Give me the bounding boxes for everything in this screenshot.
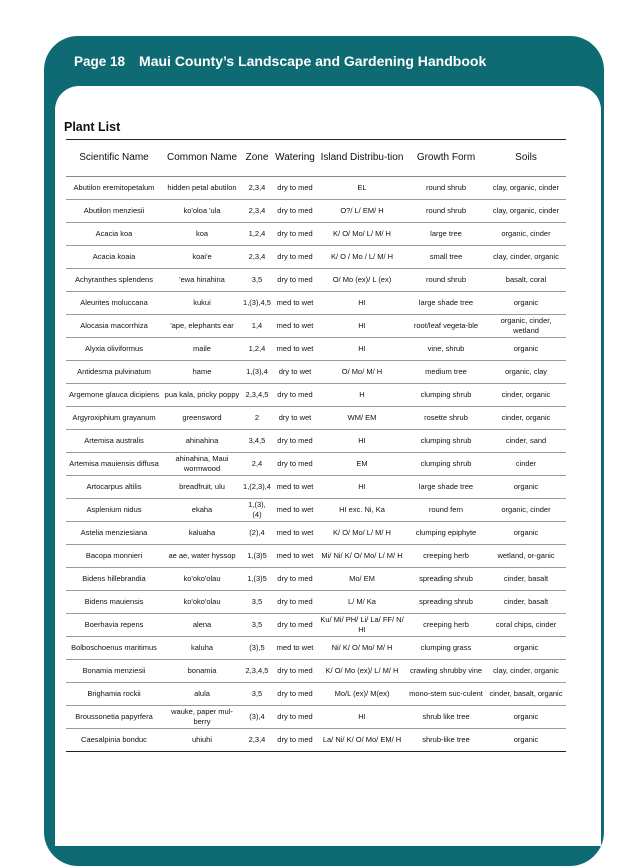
table-cell: Ni/ K/ O/ Mo/ M/ H [318, 637, 406, 660]
table-cell: clumping epiphyte [406, 522, 486, 545]
table-row [66, 407, 566, 430]
table-cell: dry to med [272, 200, 318, 223]
table-cell: large tree [406, 223, 486, 246]
table-cell: basalt, coral [486, 269, 566, 292]
table-cell: 2,3,4,5 [242, 384, 272, 407]
table-cell: Alocasia macorrhiza [66, 315, 162, 338]
table-cell: dry to wet [272, 407, 318, 430]
table-row [66, 177, 566, 200]
table-row [66, 453, 566, 476]
handbook-title: Maui County’s Landscape and Gardening Handbook [139, 53, 487, 69]
column-header: Zone [242, 140, 272, 177]
table-cell: small tree [406, 246, 486, 269]
table-cell: Bidens hillebrandia [66, 568, 162, 591]
table-cell: cinder, basalt [486, 591, 566, 614]
table-cell: ahinahina [162, 430, 242, 453]
table-cell: Alyxia oliviformus [66, 338, 162, 361]
table-cell: large shade tree [406, 292, 486, 315]
table-row [66, 683, 566, 706]
table-cell: Bonamia menziesii [66, 660, 162, 683]
table-cell: 1,(2,3),4 [242, 476, 272, 499]
table-cell: Caesalpinia bonduc [66, 729, 162, 752]
table-cell: (2),4 [242, 522, 272, 545]
table-cell: clumping shrub [406, 430, 486, 453]
table-cell: Mo/L (ex)/ M(ex) [318, 683, 406, 706]
table-cell: dry to med [272, 683, 318, 706]
table-cell: 2,3,4 [242, 200, 272, 223]
table-cell: dry to med [272, 706, 318, 729]
table-cell: organic, cinder, wetland [486, 315, 566, 338]
column-header: Common Name [162, 140, 242, 177]
table-cell: 2,3,4 [242, 246, 272, 269]
table-cell: K/ O/ Mo/ L/ M/ H [318, 223, 406, 246]
table-row [66, 729, 566, 752]
table-cell: round fern [406, 499, 486, 522]
table-cell: med to wet [272, 338, 318, 361]
table-cell: 2,3,4 [242, 177, 272, 200]
table-cell: 'ewa hinahina [162, 269, 242, 292]
table-cell: ko'oloa 'ula [162, 200, 242, 223]
table-cell: Antidesma pulvinatum [66, 361, 162, 384]
table-cell: EM [318, 453, 406, 476]
table-cell: uhiuhi [162, 729, 242, 752]
table-cell: 'ape, elephants ear [162, 315, 242, 338]
table-cell: bonamia [162, 660, 242, 683]
table-cell: 2,3,4,5 [242, 660, 272, 683]
table-cell: 1,4 [242, 315, 272, 338]
table-row [66, 499, 566, 522]
table-cell: Astelia menziesiana [66, 522, 162, 545]
table-cell: ahinahina, Maui wormwood [162, 453, 242, 476]
table-cell: Aleurites moluccana [66, 292, 162, 315]
table-cell: Achyranthes splendens [66, 269, 162, 292]
table-cell: organic [486, 476, 566, 499]
table-cell: dry to med [272, 591, 318, 614]
table-cell: Artocarpus altilis [66, 476, 162, 499]
table-cell: ae ae, water hyssop [162, 545, 242, 568]
table-cell: Artemisa mauiensis diffusa [66, 453, 162, 476]
table-cell: maile [162, 338, 242, 361]
table-cell: med to wet [272, 545, 318, 568]
table-row [66, 522, 566, 545]
table-row [66, 591, 566, 614]
table-cell: clumping shrub [406, 384, 486, 407]
table-cell: koai'e [162, 246, 242, 269]
table-cell: organic, cinder [486, 223, 566, 246]
table-cell: 1,(3),4,5 [242, 292, 272, 315]
table-cell: Argemone glauca dicipiens [66, 384, 162, 407]
table-cell: Brighamia rockii [66, 683, 162, 706]
table-cell: La/ Ni/ K/ O/ Mo/ EM/ H [318, 729, 406, 752]
table-cell: Ku/ Mi/ PH/ Li/ La/ FF/ N/ HI [318, 614, 406, 637]
table-cell: HI [318, 476, 406, 499]
table-cell: med to wet [272, 522, 318, 545]
table-cell: med to wet [272, 476, 318, 499]
table-row [66, 292, 566, 315]
column-header: Scientific Name [66, 140, 162, 177]
table-cell: 1,2,4 [242, 338, 272, 361]
table-cell: WM/ EM [318, 407, 406, 430]
table-cell: 1,(3)5 [242, 545, 272, 568]
table-cell: Broussonetia papyrfera [66, 706, 162, 729]
table-row [66, 430, 566, 453]
table-cell: organic [486, 522, 566, 545]
table-cell: O/ Mo (ex)/ L (ex) [318, 269, 406, 292]
table-row [66, 545, 566, 568]
table-cell: 1,2,4 [242, 223, 272, 246]
section-title: Plant List [64, 120, 121, 134]
table-header-row [66, 140, 566, 177]
table-cell: shrub-like tree [406, 729, 486, 752]
table-cell: K/ O/ Mo/ L/ M/ H [318, 522, 406, 545]
page-number: Page 18 [74, 53, 126, 69]
table-cell: dry to med [272, 453, 318, 476]
table-cell: Bidens mauiensis [66, 591, 162, 614]
table-cell: hidden petal abutilon [162, 177, 242, 200]
table-cell: round shrub [406, 177, 486, 200]
table-row [66, 706, 566, 729]
table-cell: dry to med [272, 660, 318, 683]
table-cell: crawling shrubby vine [406, 660, 486, 683]
table-cell: H [318, 384, 406, 407]
table-cell: med to wet [272, 315, 318, 338]
table-cell: 3,5 [242, 591, 272, 614]
table-cell: dry to med [272, 729, 318, 752]
table-cell: 1,(3)5 [242, 568, 272, 591]
table-cell: dry to med [272, 246, 318, 269]
table-cell: 3,4,5 [242, 430, 272, 453]
table-cell: round shrub [406, 200, 486, 223]
table-row [66, 246, 566, 269]
table-cell: O?/ L/ EM/ H [318, 200, 406, 223]
table-cell: Acacia koaia [66, 246, 162, 269]
table-cell: HI exc. Ni, Ka [318, 499, 406, 522]
table-cell: mono-stem suc-culent [406, 683, 486, 706]
table-cell: (3),5 [242, 637, 272, 660]
table-cell: Mo/ EM [318, 568, 406, 591]
column-header: Watering [272, 140, 318, 177]
table-row [66, 338, 566, 361]
table-cell: Abutilon menziesii [66, 200, 162, 223]
table-row [66, 637, 566, 660]
column-header: Soils [486, 140, 566, 177]
table-cell: round shrub [406, 269, 486, 292]
table-row [66, 223, 566, 246]
table-cell: clumping grass [406, 637, 486, 660]
table-cell: kaluha [162, 637, 242, 660]
table-cell: organic, cinder [486, 499, 566, 522]
table-cell: dry to med [272, 384, 318, 407]
table-cell: 3,5 [242, 614, 272, 637]
table-cell: creeping herb [406, 545, 486, 568]
table-cell: koa [162, 223, 242, 246]
table-cell: med to wet [272, 499, 318, 522]
table-cell: large shade tree [406, 476, 486, 499]
table-cell: HI [318, 292, 406, 315]
table-cell: shrub like tree [406, 706, 486, 729]
table-cell: Abutilon eremitopetalum [66, 177, 162, 200]
table-cell: med to wet [272, 292, 318, 315]
table-cell: spreading shrub [406, 591, 486, 614]
table-row [66, 660, 566, 683]
table-cell: ekaha [162, 499, 242, 522]
table-cell: organic [486, 637, 566, 660]
table-cell: rosette shrub [406, 407, 486, 430]
table-cell: kukui [162, 292, 242, 315]
table-cell: pua kala, pricky poppy [162, 384, 242, 407]
table-row [66, 200, 566, 223]
table-cell: 1,(3), (4) [242, 499, 272, 522]
plant-list-table [66, 139, 566, 752]
table-cell: wauke, paper mul-berry [162, 706, 242, 729]
table-cell: Mi/ Ni/ K/ O/ Mo/ L/ M/ H [318, 545, 406, 568]
table-cell: ko'oko'olau [162, 591, 242, 614]
table-cell: 3,5 [242, 683, 272, 706]
table-cell: greensword [162, 407, 242, 430]
table-cell: 2 [242, 407, 272, 430]
table-cell: clay, cinder, organic [486, 246, 566, 269]
table-row [66, 568, 566, 591]
table-cell: spreading shrub [406, 568, 486, 591]
page-header [58, 44, 588, 78]
table-cell: organic [486, 292, 566, 315]
table-cell: cinder, basalt, organic [486, 683, 566, 706]
table-cell: cinder [486, 453, 566, 476]
table-cell: organic, clay [486, 361, 566, 384]
table-cell: cinder, organic [486, 407, 566, 430]
table-cell: cinder, basalt [486, 568, 566, 591]
table-cell: dry to med [272, 568, 318, 591]
table-cell: L/ M/ Ka [318, 591, 406, 614]
table-cell: Bolboschoenus maritimus [66, 637, 162, 660]
table-cell: clumping shrub [406, 453, 486, 476]
table-cell: Artemisa australis [66, 430, 162, 453]
table-cell: organic [486, 729, 566, 752]
table-row [66, 269, 566, 292]
table-cell: root/leaf vegeta-ble [406, 315, 486, 338]
table-cell: K/ O / Mo / L/ M/ H [318, 246, 406, 269]
table-cell: breadfruit, ulu [162, 476, 242, 499]
table-cell: 3,5 [242, 269, 272, 292]
table-cell: clay, organic, cinder [486, 200, 566, 223]
table-cell: medium tree [406, 361, 486, 384]
table-cell: 1,(3),4 [242, 361, 272, 384]
table-cell: EL [318, 177, 406, 200]
table-cell: dry to med [272, 269, 318, 292]
table-cell: kaluaha [162, 522, 242, 545]
table-cell: HI [318, 315, 406, 338]
table-cell: dry to med [272, 223, 318, 246]
table-cell: cinder, organic [486, 384, 566, 407]
table-row [66, 384, 566, 407]
table-cell: clay, cinder, organic [486, 660, 566, 683]
table-cell: HI [318, 338, 406, 361]
table-cell: cinder, sand [486, 430, 566, 453]
table-cell: hame [162, 361, 242, 384]
table-cell: Boerhavia repens [66, 614, 162, 637]
table-cell: HI [318, 430, 406, 453]
table-cell: dry to med [272, 177, 318, 200]
table-cell: Argyroxiphium grayanum [66, 407, 162, 430]
table-cell: organic [486, 338, 566, 361]
table-cell: creeping herb [406, 614, 486, 637]
table-cell: Acacia koa [66, 223, 162, 246]
table-row [66, 315, 566, 338]
table-cell: dry to med [272, 614, 318, 637]
column-header: Growth Form [406, 140, 486, 177]
table-cell: (3),4 [242, 706, 272, 729]
table-cell: HI [318, 706, 406, 729]
table-cell: dry to wet [272, 361, 318, 384]
table-cell: K/ O/ Mo (ex)/ L/ M/ H [318, 660, 406, 683]
table-cell: clay, organic, cinder [486, 177, 566, 200]
table-cell: Bacopa monnieri [66, 545, 162, 568]
table-cell: organic [486, 706, 566, 729]
table-cell: wetland, or-ganic [486, 545, 566, 568]
table-cell: ko'oko'olau [162, 568, 242, 591]
table-cell: alula [162, 683, 242, 706]
table-cell: alena [162, 614, 242, 637]
table-cell: Asplenium nidus [66, 499, 162, 522]
table-cell: O/ Mo/ M/ H [318, 361, 406, 384]
table-cell: vine, shrub [406, 338, 486, 361]
table-cell: med to wet [272, 637, 318, 660]
table-cell: 2,4 [242, 453, 272, 476]
table-cell: coral chips, cinder [486, 614, 566, 637]
table-cell: 2,3,4 [242, 729, 272, 752]
table-row [66, 361, 566, 384]
table-row [66, 476, 566, 499]
table-cell: dry to med [272, 430, 318, 453]
table-row [66, 614, 566, 637]
table-body [66, 177, 566, 752]
column-header: Island Distribu-tion [318, 140, 406, 177]
